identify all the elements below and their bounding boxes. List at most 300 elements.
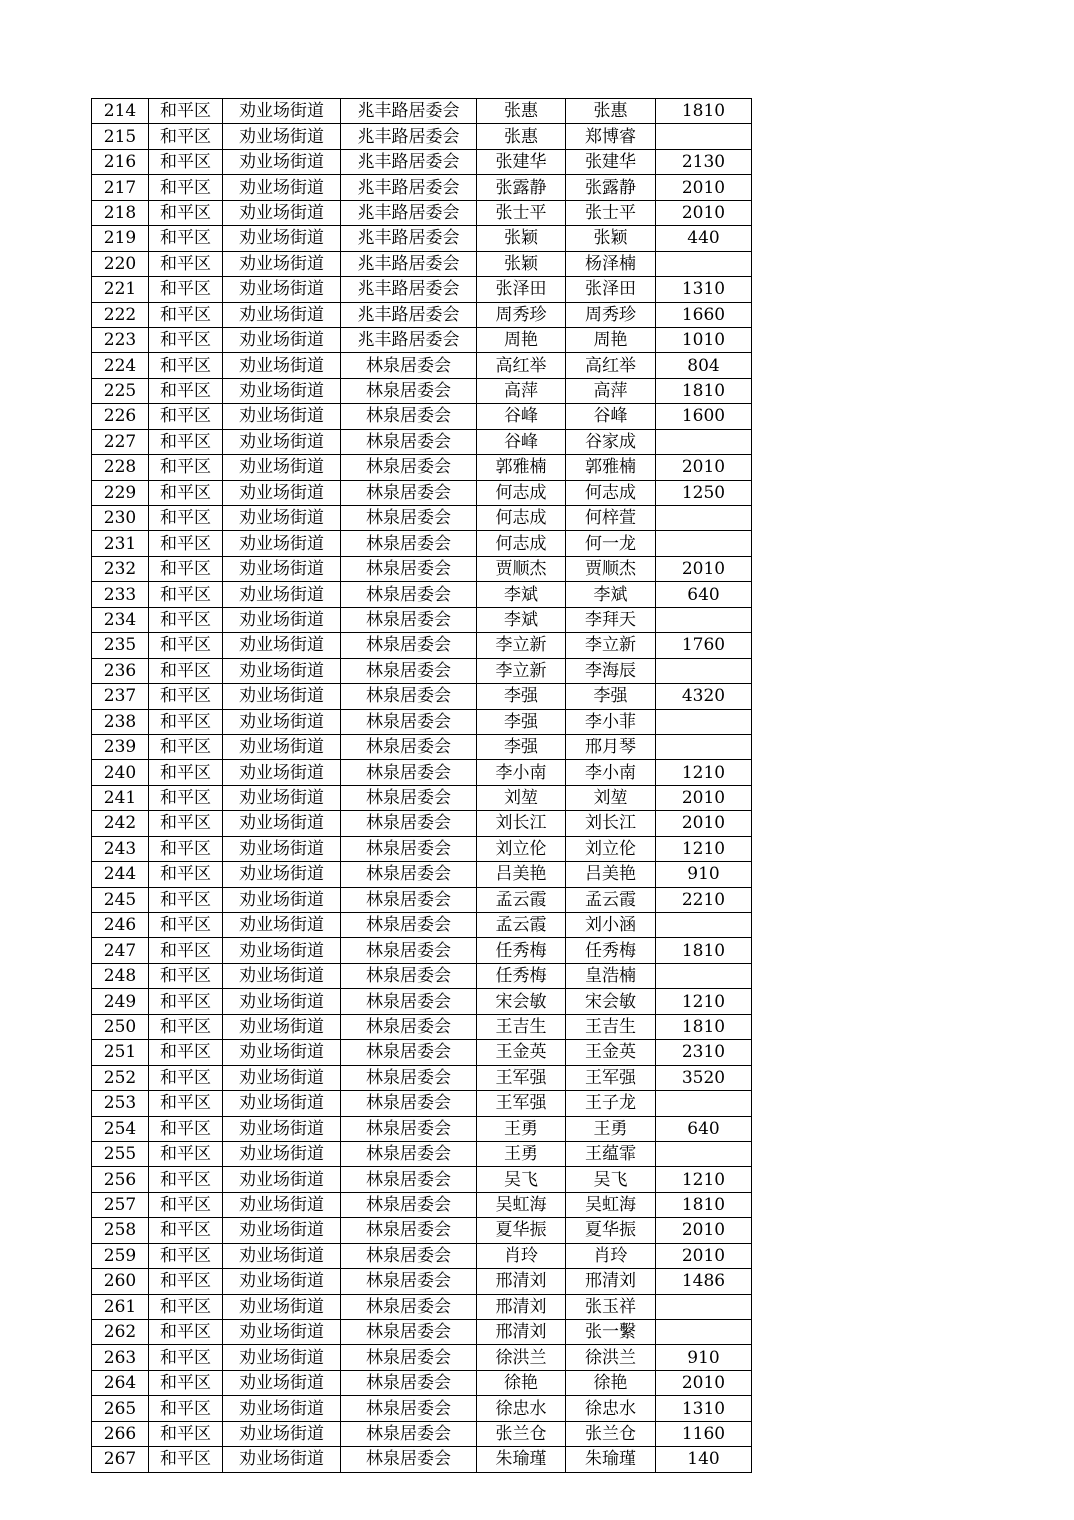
cell-member: 杨泽楠 xyxy=(566,251,656,276)
cell-amount xyxy=(656,429,752,454)
cell-amount: 640 xyxy=(656,582,752,607)
cell-committee: 林泉居委会 xyxy=(341,811,477,836)
cell-amount xyxy=(656,709,752,734)
cell-member: 李小南 xyxy=(566,760,656,785)
cell-member: 李立新 xyxy=(566,633,656,658)
cell-district: 和平区 xyxy=(149,887,223,912)
cell-index: 256 xyxy=(92,1167,149,1192)
cell-household-head: 刘立伦 xyxy=(477,836,566,861)
cell-committee: 林泉居委会 xyxy=(341,429,477,454)
cell-district: 和平区 xyxy=(149,1218,223,1243)
cell-street: 劝业场街道 xyxy=(223,251,341,276)
cell-street: 劝业场街道 xyxy=(223,633,341,658)
cell-street: 劝业场街道 xyxy=(223,1065,341,1090)
cell-amount xyxy=(656,607,752,632)
cell-district: 和平区 xyxy=(149,785,223,810)
cell-committee: 林泉居委会 xyxy=(341,1320,477,1345)
cell-member: 高红举 xyxy=(566,353,656,378)
table-row xyxy=(92,556,752,581)
cell-member: 徐艳 xyxy=(566,1370,656,1395)
cell-amount: 2010 xyxy=(656,1243,752,1268)
cell-street: 劝业场街道 xyxy=(223,302,341,327)
cell-member: 李海辰 xyxy=(566,658,656,683)
cell-household-head: 张建华 xyxy=(477,149,566,174)
cell-member: 王蕴霏 xyxy=(566,1141,656,1166)
table-row xyxy=(92,607,752,632)
cell-member: 张玉祥 xyxy=(566,1294,656,1319)
cell-district: 和平区 xyxy=(149,938,223,963)
cell-committee: 林泉居委会 xyxy=(341,455,477,480)
cell-street: 劝业场街道 xyxy=(223,989,341,1014)
cell-index: 228 xyxy=(92,455,149,480)
cell-index: 261 xyxy=(92,1294,149,1319)
cell-member: 邢清刘 xyxy=(566,1269,656,1294)
cell-household-head: 邢清刘 xyxy=(477,1269,566,1294)
cell-amount: 1010 xyxy=(656,327,752,352)
table-row xyxy=(92,989,752,1014)
cell-street: 劝业场街道 xyxy=(223,836,341,861)
cell-household-head: 何志成 xyxy=(477,480,566,505)
cell-street: 劝业场街道 xyxy=(223,658,341,683)
cell-street: 劝业场街道 xyxy=(223,226,341,251)
cell-household-head: 孟云霞 xyxy=(477,887,566,912)
cell-district: 和平区 xyxy=(149,1192,223,1217)
cell-street: 劝业场街道 xyxy=(223,1320,341,1345)
cell-street: 劝业场街道 xyxy=(223,506,341,531)
cell-committee: 林泉居委会 xyxy=(341,1116,477,1141)
cell-index: 235 xyxy=(92,633,149,658)
cell-household-head: 朱瑜瑾 xyxy=(477,1447,566,1472)
table-row xyxy=(92,404,752,429)
cell-district: 和平区 xyxy=(149,404,223,429)
cell-committee: 林泉居委会 xyxy=(341,1040,477,1065)
cell-index: 265 xyxy=(92,1396,149,1421)
table-row xyxy=(92,1014,752,1039)
cell-street: 劝业场街道 xyxy=(223,1421,341,1446)
cell-district: 和平区 xyxy=(149,1116,223,1141)
cell-household-head: 刘堃 xyxy=(477,785,566,810)
cell-index: 247 xyxy=(92,938,149,963)
cell-district: 和平区 xyxy=(149,1243,223,1268)
cell-member: 谷峰 xyxy=(566,404,656,429)
cell-street: 劝业场街道 xyxy=(223,760,341,785)
cell-street: 劝业场街道 xyxy=(223,327,341,352)
cell-index: 238 xyxy=(92,709,149,734)
cell-committee: 林泉居委会 xyxy=(341,404,477,429)
cell-household-head: 张惠 xyxy=(477,124,566,149)
table-row xyxy=(92,251,752,276)
cell-index: 227 xyxy=(92,429,149,454)
cell-committee: 林泉居委会 xyxy=(341,760,477,785)
cell-member: 何一龙 xyxy=(566,531,656,556)
cell-amount: 2130 xyxy=(656,149,752,174)
cell-district: 和平区 xyxy=(149,1014,223,1039)
cell-household-head: 邢清刘 xyxy=(477,1294,566,1319)
cell-committee: 林泉居委会 xyxy=(341,582,477,607)
table-row xyxy=(92,913,752,938)
cell-district: 和平区 xyxy=(149,149,223,174)
cell-household-head: 王吉生 xyxy=(477,1014,566,1039)
cell-amount: 1810 xyxy=(656,378,752,403)
cell-amount: 2010 xyxy=(656,1218,752,1243)
cell-amount: 1810 xyxy=(656,99,752,124)
cell-member: 张兰仓 xyxy=(566,1421,656,1446)
cell-district: 和平区 xyxy=(149,226,223,251)
cell-index: 226 xyxy=(92,404,149,429)
table-row xyxy=(92,887,752,912)
cell-household-head: 高萍 xyxy=(477,378,566,403)
cell-household-head: 王军强 xyxy=(477,1065,566,1090)
cell-committee: 兆丰路居委会 xyxy=(341,175,477,200)
table-row xyxy=(92,429,752,454)
cell-index: 249 xyxy=(92,989,149,1014)
cell-household-head: 夏华振 xyxy=(477,1218,566,1243)
cell-member: 刘长江 xyxy=(566,811,656,836)
cell-household-head: 徐忠水 xyxy=(477,1396,566,1421)
cell-member: 邢月琴 xyxy=(566,734,656,759)
cell-household-head: 李立新 xyxy=(477,658,566,683)
cell-index: 236 xyxy=(92,658,149,683)
cell-street: 劝业场街道 xyxy=(223,1040,341,1065)
cell-member: 张惠 xyxy=(566,99,656,124)
cell-committee: 林泉居委会 xyxy=(341,1370,477,1395)
table-row xyxy=(92,353,752,378)
cell-district: 和平区 xyxy=(149,658,223,683)
cell-amount: 1486 xyxy=(656,1269,752,1294)
table-row xyxy=(92,1345,752,1370)
cell-index: 221 xyxy=(92,277,149,302)
cell-district: 和平区 xyxy=(149,277,223,302)
cell-district: 和平区 xyxy=(149,200,223,225)
cell-district: 和平区 xyxy=(149,480,223,505)
cell-member: 刘堃 xyxy=(566,785,656,810)
cell-index: 223 xyxy=(92,327,149,352)
cell-household-head: 李强 xyxy=(477,709,566,734)
cell-index: 255 xyxy=(92,1141,149,1166)
table-row xyxy=(92,709,752,734)
cell-member: 郭雅楠 xyxy=(566,455,656,480)
cell-street: 劝业场街道 xyxy=(223,149,341,174)
cell-street: 劝业场街道 xyxy=(223,429,341,454)
cell-committee: 兆丰路居委会 xyxy=(341,99,477,124)
cell-member: 宋会敏 xyxy=(566,989,656,1014)
cell-member: 郑博睿 xyxy=(566,124,656,149)
cell-member: 张露静 xyxy=(566,175,656,200)
cell-district: 和平区 xyxy=(149,709,223,734)
cell-index: 233 xyxy=(92,582,149,607)
cell-district: 和平区 xyxy=(149,1040,223,1065)
table-row xyxy=(92,378,752,403)
cell-district: 和平区 xyxy=(149,1320,223,1345)
cell-household-head: 徐洪兰 xyxy=(477,1345,566,1370)
cell-index: 215 xyxy=(92,124,149,149)
cell-district: 和平区 xyxy=(149,633,223,658)
cell-committee: 林泉居委会 xyxy=(341,1294,477,1319)
cell-street: 劝业场街道 xyxy=(223,531,341,556)
cell-member: 何梓萱 xyxy=(566,506,656,531)
cell-district: 和平区 xyxy=(149,1091,223,1116)
table-row xyxy=(92,1396,752,1421)
cell-index: 252 xyxy=(92,1065,149,1090)
cell-committee: 兆丰路居委会 xyxy=(341,302,477,327)
cell-district: 和平区 xyxy=(149,862,223,887)
cell-amount xyxy=(656,1091,752,1116)
cell-household-head: 张颖 xyxy=(477,226,566,251)
cell-member: 何志成 xyxy=(566,480,656,505)
cell-member: 王金英 xyxy=(566,1040,656,1065)
cell-committee: 林泉居委会 xyxy=(341,1065,477,1090)
table-row xyxy=(92,1243,752,1268)
cell-amount: 910 xyxy=(656,862,752,887)
cell-street: 劝业场街道 xyxy=(223,1167,341,1192)
cell-member: 李斌 xyxy=(566,582,656,607)
cell-index: 224 xyxy=(92,353,149,378)
cell-committee: 林泉居委会 xyxy=(341,913,477,938)
cell-member: 王吉生 xyxy=(566,1014,656,1039)
table-row xyxy=(92,1141,752,1166)
cell-district: 和平区 xyxy=(149,1167,223,1192)
table-row xyxy=(92,175,752,200)
cell-amount: 2010 xyxy=(656,175,752,200)
cell-district: 和平区 xyxy=(149,327,223,352)
table-row xyxy=(92,1421,752,1446)
cell-committee: 林泉居委会 xyxy=(341,887,477,912)
table-row xyxy=(92,200,752,225)
cell-street: 劝业场街道 xyxy=(223,1243,341,1268)
cell-index: 240 xyxy=(92,760,149,785)
cell-household-head: 郭雅楠 xyxy=(477,455,566,480)
cell-household-head: 任秀梅 xyxy=(477,963,566,988)
cell-index: 264 xyxy=(92,1370,149,1395)
cell-amount: 1210 xyxy=(656,1167,752,1192)
cell-index: 241 xyxy=(92,785,149,810)
cell-district: 和平区 xyxy=(149,378,223,403)
cell-household-head: 高红举 xyxy=(477,353,566,378)
cell-street: 劝业场街道 xyxy=(223,938,341,963)
cell-amount: 440 xyxy=(656,226,752,251)
cell-index: 258 xyxy=(92,1218,149,1243)
table-body xyxy=(92,99,752,1473)
cell-index: 216 xyxy=(92,149,149,174)
cell-street: 劝业场街道 xyxy=(223,124,341,149)
cell-district: 和平区 xyxy=(149,607,223,632)
cell-index: 232 xyxy=(92,556,149,581)
cell-street: 劝业场街道 xyxy=(223,1447,341,1472)
cell-street: 劝业场街道 xyxy=(223,200,341,225)
cell-amount: 2010 xyxy=(656,1370,752,1395)
cell-index: 243 xyxy=(92,836,149,861)
cell-amount xyxy=(656,506,752,531)
cell-committee: 林泉居委会 xyxy=(341,862,477,887)
cell-amount: 1600 xyxy=(656,404,752,429)
cell-street: 劝业场街道 xyxy=(223,175,341,200)
cell-amount: 2010 xyxy=(656,455,752,480)
cell-household-head: 周艳 xyxy=(477,327,566,352)
cell-committee: 兆丰路居委会 xyxy=(341,149,477,174)
cell-amount xyxy=(656,1141,752,1166)
cell-index: 225 xyxy=(92,378,149,403)
table-row xyxy=(92,1040,752,1065)
cell-index: 251 xyxy=(92,1040,149,1065)
cell-member: 徐忠水 xyxy=(566,1396,656,1421)
cell-member: 任秀梅 xyxy=(566,938,656,963)
cell-street: 劝业场街道 xyxy=(223,1141,341,1166)
cell-amount: 1760 xyxy=(656,633,752,658)
cell-district: 和平区 xyxy=(149,963,223,988)
cell-amount: 3520 xyxy=(656,1065,752,1090)
cell-street: 劝业场街道 xyxy=(223,862,341,887)
cell-household-head: 吴飞 xyxy=(477,1167,566,1192)
cell-district: 和平区 xyxy=(149,556,223,581)
cell-committee: 林泉居委会 xyxy=(341,1141,477,1166)
cell-district: 和平区 xyxy=(149,1141,223,1166)
cell-household-head: 张露静 xyxy=(477,175,566,200)
table-row xyxy=(92,149,752,174)
table-row xyxy=(92,760,752,785)
cell-district: 和平区 xyxy=(149,1370,223,1395)
cell-street: 劝业场街道 xyxy=(223,709,341,734)
table-row xyxy=(92,938,752,963)
cell-index: 246 xyxy=(92,913,149,938)
cell-district: 和平区 xyxy=(149,836,223,861)
cell-index: 244 xyxy=(92,862,149,887)
cell-district: 和平区 xyxy=(149,760,223,785)
cell-committee: 林泉居委会 xyxy=(341,734,477,759)
table-row xyxy=(92,1192,752,1217)
cell-household-head: 刘长江 xyxy=(477,811,566,836)
cell-district: 和平区 xyxy=(149,989,223,1014)
cell-member: 王勇 xyxy=(566,1116,656,1141)
cell-amount: 1660 xyxy=(656,302,752,327)
table-row xyxy=(92,1167,752,1192)
cell-amount xyxy=(656,1320,752,1345)
cell-household-head: 肖玲 xyxy=(477,1243,566,1268)
cell-amount xyxy=(656,1294,752,1319)
cell-household-head: 任秀梅 xyxy=(477,938,566,963)
cell-street: 劝业场街道 xyxy=(223,480,341,505)
cell-amount: 2010 xyxy=(656,785,752,810)
cell-household-head: 宋会敏 xyxy=(477,989,566,1014)
table-row xyxy=(92,633,752,658)
cell-household-head: 徐艳 xyxy=(477,1370,566,1395)
cell-household-head: 李强 xyxy=(477,684,566,709)
cell-district: 和平区 xyxy=(149,531,223,556)
cell-index: 231 xyxy=(92,531,149,556)
cell-committee: 林泉居委会 xyxy=(341,480,477,505)
cell-committee: 林泉居委会 xyxy=(341,1243,477,1268)
cell-household-head: 邢清刘 xyxy=(477,1320,566,1345)
cell-district: 和平区 xyxy=(149,455,223,480)
table-row xyxy=(92,836,752,861)
cell-committee: 林泉居委会 xyxy=(341,607,477,632)
cell-index: 239 xyxy=(92,734,149,759)
cell-amount: 1210 xyxy=(656,760,752,785)
cell-member: 张建华 xyxy=(566,149,656,174)
cell-committee: 林泉居委会 xyxy=(341,938,477,963)
cell-street: 劝业场街道 xyxy=(223,556,341,581)
cell-member: 刘立伦 xyxy=(566,836,656,861)
table-row xyxy=(92,1116,752,1141)
cell-index: 214 xyxy=(92,99,149,124)
cell-household-head: 贾顺杰 xyxy=(477,556,566,581)
cell-member: 吴飞 xyxy=(566,1167,656,1192)
cell-committee: 林泉居委会 xyxy=(341,1167,477,1192)
cell-district: 和平区 xyxy=(149,1421,223,1446)
table-row xyxy=(92,302,752,327)
cell-district: 和平区 xyxy=(149,429,223,454)
table-row xyxy=(92,1091,752,1116)
data-table xyxy=(91,98,752,1473)
cell-district: 和平区 xyxy=(149,251,223,276)
cell-committee: 林泉居委会 xyxy=(341,506,477,531)
cell-household-head: 张兰仓 xyxy=(477,1421,566,1446)
cell-index: 230 xyxy=(92,506,149,531)
table-row xyxy=(92,1269,752,1294)
cell-index: 254 xyxy=(92,1116,149,1141)
cell-index: 219 xyxy=(92,226,149,251)
table-row xyxy=(92,684,752,709)
cell-street: 劝业场街道 xyxy=(223,1116,341,1141)
cell-member: 高萍 xyxy=(566,378,656,403)
cell-committee: 林泉居委会 xyxy=(341,1345,477,1370)
cell-amount: 1810 xyxy=(656,1192,752,1217)
table-row xyxy=(92,327,752,352)
table-row xyxy=(92,277,752,302)
cell-committee: 兆丰路居委会 xyxy=(341,226,477,251)
cell-amount: 4320 xyxy=(656,684,752,709)
cell-amount: 1210 xyxy=(656,836,752,861)
cell-member: 夏华振 xyxy=(566,1218,656,1243)
cell-index: 218 xyxy=(92,200,149,225)
cell-index: 242 xyxy=(92,811,149,836)
cell-household-head: 王勇 xyxy=(477,1141,566,1166)
cell-amount: 140 xyxy=(656,1447,752,1472)
cell-district: 和平区 xyxy=(149,734,223,759)
cell-household-head: 吴虹海 xyxy=(477,1192,566,1217)
cell-household-head: 王军强 xyxy=(477,1091,566,1116)
cell-household-head: 王勇 xyxy=(477,1116,566,1141)
cell-household-head: 李斌 xyxy=(477,582,566,607)
cell-street: 劝业场街道 xyxy=(223,582,341,607)
cell-street: 劝业场街道 xyxy=(223,785,341,810)
cell-street: 劝业场街道 xyxy=(223,1014,341,1039)
cell-street: 劝业场街道 xyxy=(223,277,341,302)
cell-index: 253 xyxy=(92,1091,149,1116)
cell-household-head: 李小南 xyxy=(477,760,566,785)
cell-committee: 林泉居委会 xyxy=(341,556,477,581)
cell-committee: 林泉居委会 xyxy=(341,1421,477,1446)
cell-committee: 林泉居委会 xyxy=(341,709,477,734)
cell-household-head: 吕美艳 xyxy=(477,862,566,887)
cell-committee: 林泉居委会 xyxy=(341,785,477,810)
cell-member: 谷家成 xyxy=(566,429,656,454)
table-row xyxy=(92,1218,752,1243)
cell-household-head: 张颖 xyxy=(477,251,566,276)
cell-member: 张颖 xyxy=(566,226,656,251)
cell-district: 和平区 xyxy=(149,684,223,709)
cell-district: 和平区 xyxy=(149,99,223,124)
cell-street: 劝业场街道 xyxy=(223,455,341,480)
cell-member: 孟云霞 xyxy=(566,887,656,912)
cell-street: 劝业场街道 xyxy=(223,1396,341,1421)
cell-member: 吴虹海 xyxy=(566,1192,656,1217)
cell-household-head: 王金英 xyxy=(477,1040,566,1065)
cell-district: 和平区 xyxy=(149,1065,223,1090)
cell-committee: 林泉居委会 xyxy=(341,1447,477,1472)
cell-amount xyxy=(656,963,752,988)
cell-street: 劝业场街道 xyxy=(223,1269,341,1294)
cell-amount xyxy=(656,251,752,276)
